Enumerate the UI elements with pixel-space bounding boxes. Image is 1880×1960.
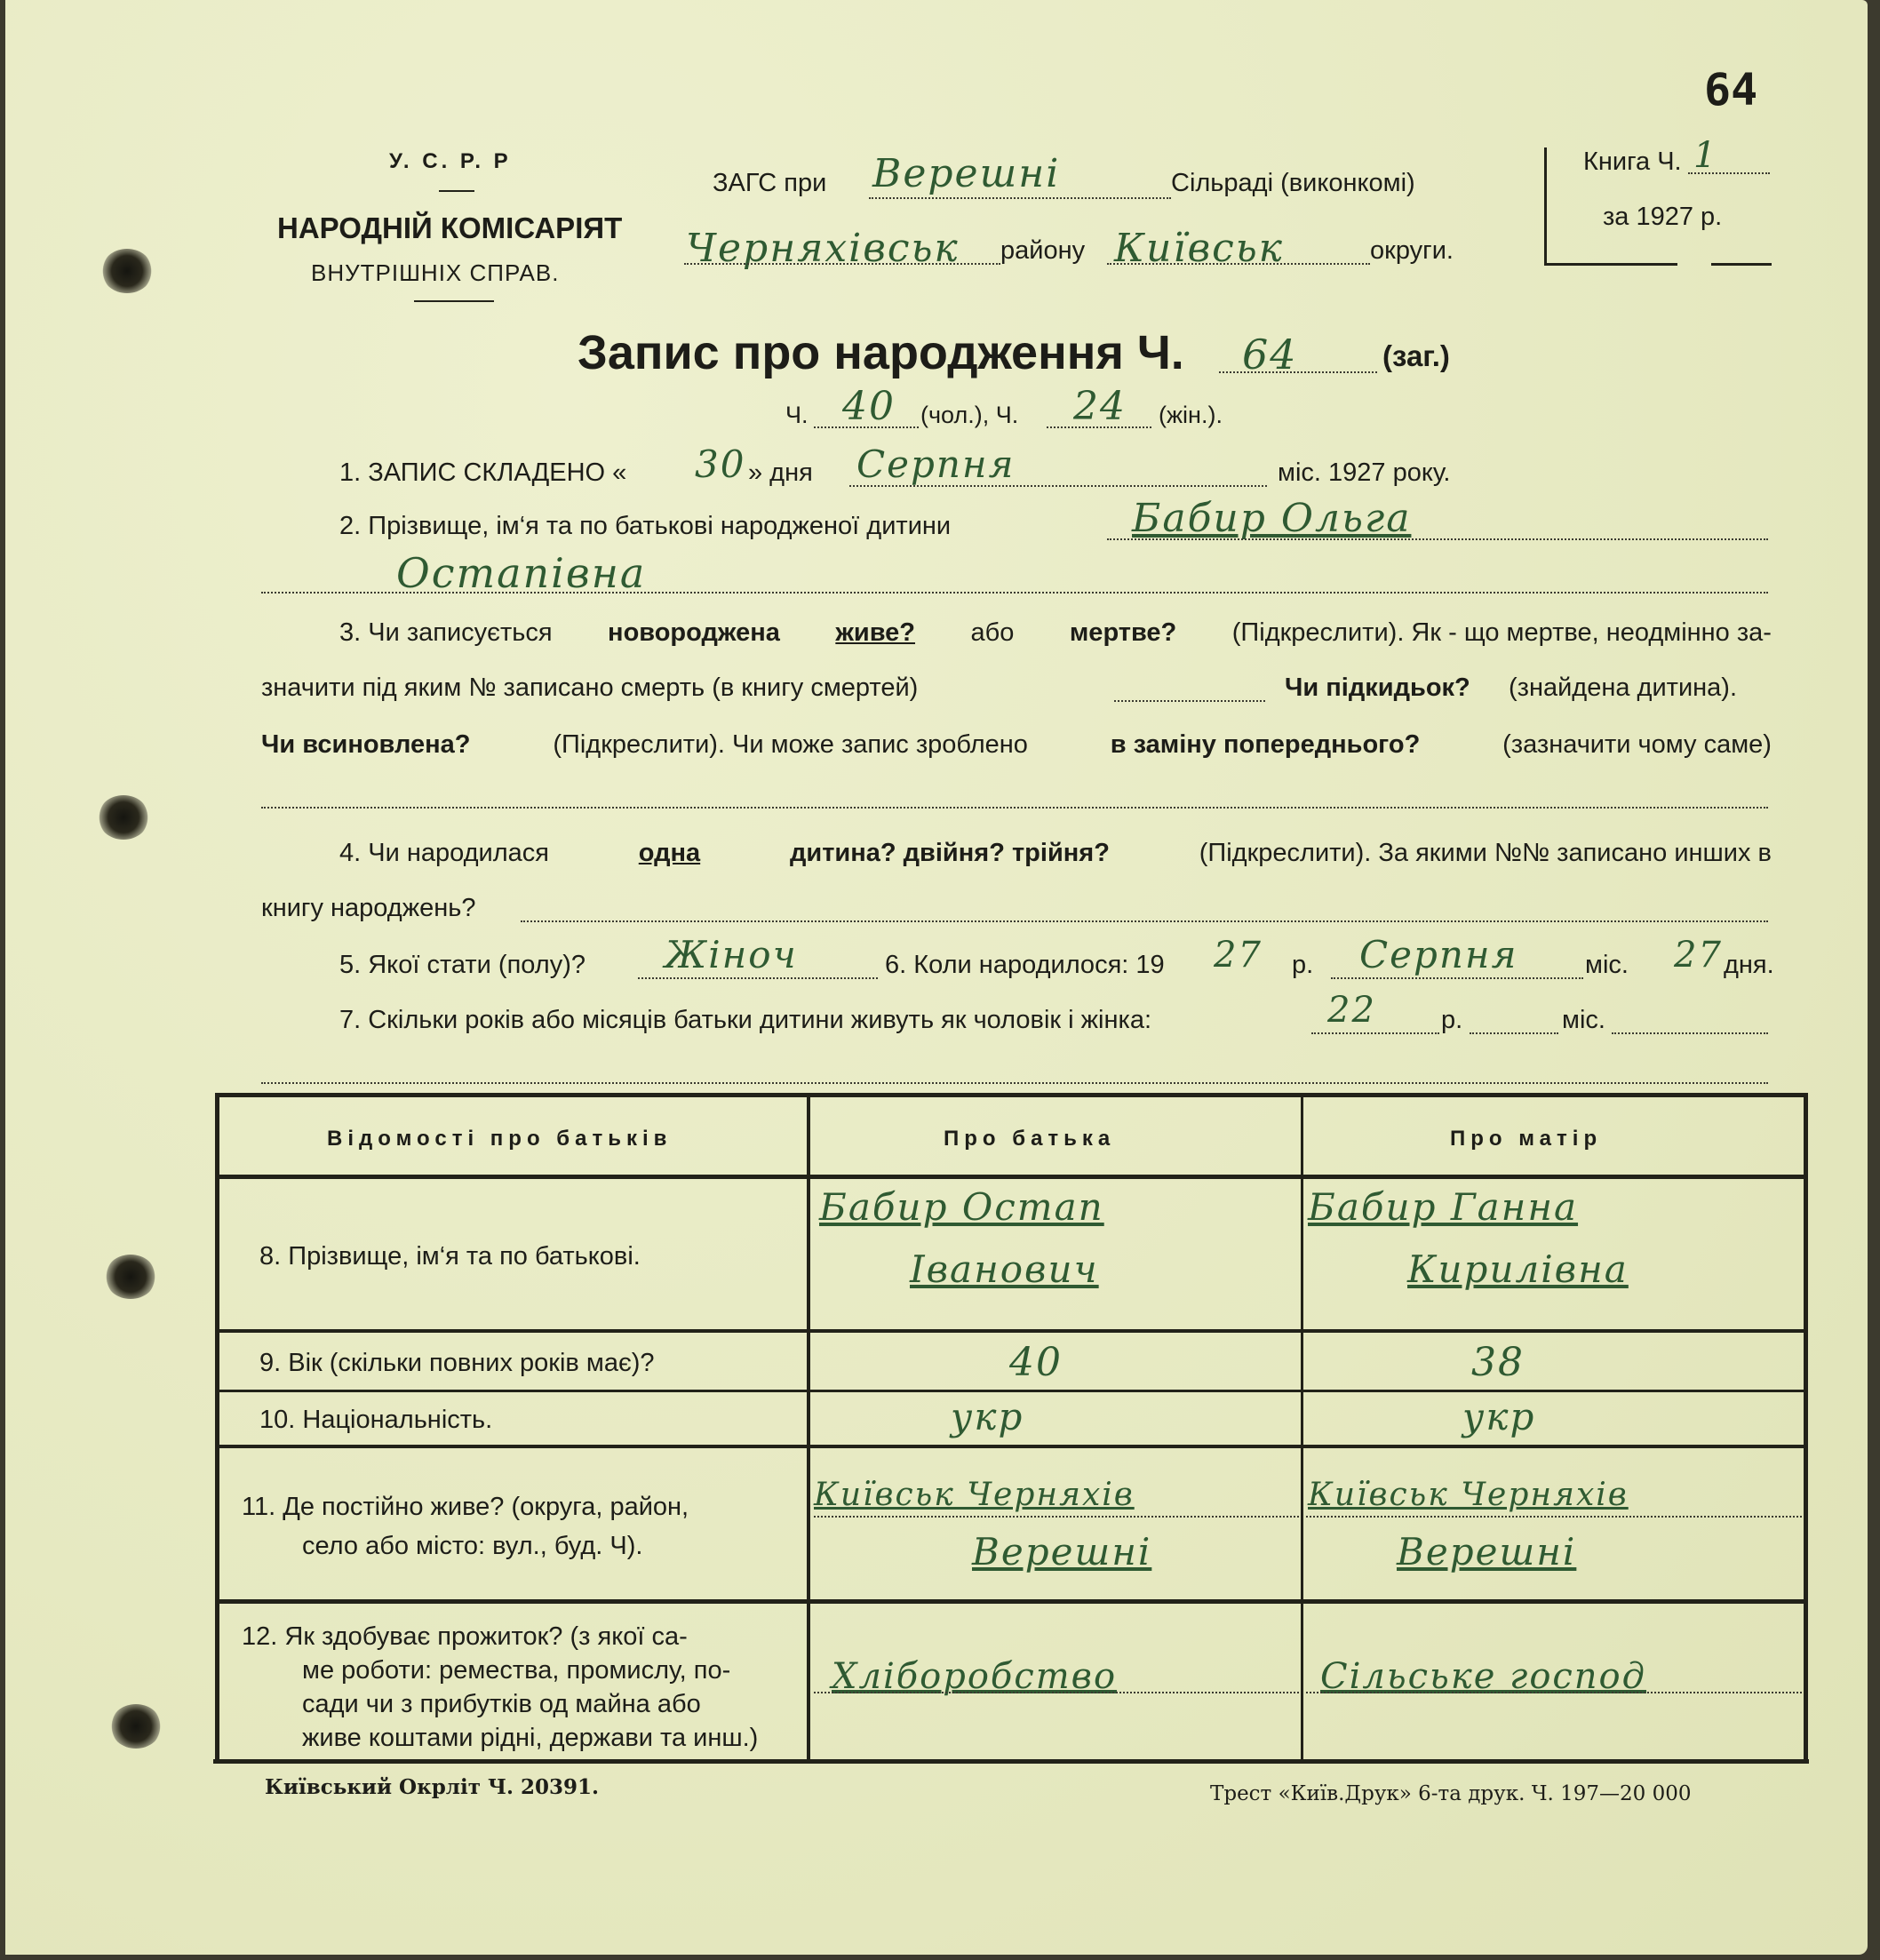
item3-text: (Підкреслити). Чи може запис зроблено — [553, 730, 1028, 759]
father-patronymic-handwritten: Іванович — [910, 1247, 1099, 1291]
table-row-divider — [217, 1390, 1805, 1392]
mother-patronymic-handwritten: Кирилівна — [1407, 1247, 1629, 1291]
zags-district-label: району — [1000, 236, 1086, 265]
item1-month-handwritten: Серпня — [856, 442, 1016, 486]
item5-label: 5. Якої стати (полу)? — [339, 951, 586, 979]
item3-text: 3. Чи записується — [339, 618, 553, 647]
book-number-handwritten: 1 — [1693, 135, 1718, 176]
zags-okrug-handwritten: Київськ — [1114, 226, 1284, 271]
item1-prefix: 1. ЗАПИС СКЛАДЕНО « — [339, 458, 627, 487]
table-row-divider — [217, 1329, 1805, 1333]
item6-day-handwritten: 27 — [1674, 935, 1723, 976]
mother-age-handwritten: 38 — [1471, 1340, 1525, 1385]
book-year: за 1927 р. — [1603, 203, 1723, 231]
table-row-label: село або місто: вул., буд. Ч). — [302, 1532, 643, 1560]
item1-suffix: міс. 1927 року. — [1278, 458, 1451, 487]
table-row-label: 8. Прізвище, ім‘я та по батькові. — [259, 1242, 641, 1271]
item3-dead: мертве? — [1069, 618, 1177, 647]
item1-day-handwritten: 30 — [695, 442, 746, 486]
mother-residence-handwritten: Київськ Черняхів — [1308, 1477, 1629, 1513]
record-ch-label: Ч. — [785, 402, 809, 428]
dotted-line — [261, 592, 1768, 594]
item6-mis: міс. — [1585, 951, 1629, 979]
item7-label: 7. Скільки років або місяців батьки дитини живуть як чоловік і жінка: — [339, 1006, 1152, 1034]
item7-mis: міс. — [1562, 1006, 1605, 1034]
item2-text: 2. Прізвище, ім‘я та по батькові народженої дитини — [339, 512, 952, 540]
footer-left: Київський Окрліт Ч. 20391. — [265, 1775, 600, 1799]
table-border-bottom — [213, 1759, 1809, 1764]
book-box-left — [1544, 147, 1547, 265]
zags-village-handwritten: Верешні — [872, 151, 1061, 196]
table-border-left — [215, 1093, 219, 1763]
table-row-label: ме роботи: ремества, промислу, по- — [302, 1656, 731, 1685]
table-row-divider — [217, 1175, 1805, 1179]
dotted-line — [1688, 172, 1770, 174]
record-title: Запис про народження Ч. — [578, 326, 1184, 379]
mother-name-handwritten: Бабир Ганна — [1308, 1185, 1579, 1229]
zags-prefix: ЗАГС при — [713, 169, 827, 197]
item6-r: р. — [1292, 951, 1314, 979]
record-male-number-handwritten: 40 — [842, 384, 896, 429]
punch-hole — [105, 1255, 156, 1299]
table-row-label: 12. Як здобуває прожиток? (з якої са- — [242, 1622, 688, 1651]
dotted-line — [521, 920, 1768, 922]
dotted-line — [1311, 1032, 1439, 1034]
table-header-info: Відомості про батьків — [327, 1127, 673, 1151]
item3-text: (Підкреслити). Як - що мертве, неодмінно за- — [1231, 618, 1772, 647]
father-occupation-handwritten: Хліборобство — [832, 1656, 1118, 1697]
item6-month-handwritten: Серпня — [1359, 933, 1518, 976]
item6-year-handwritten: 27 — [1214, 935, 1263, 976]
table-row-label: 11. Де постійно живе? (округа, район, — [242, 1493, 689, 1521]
table-row-label: живе коштами рідні, держави та инш.) — [302, 1724, 759, 1752]
table-row-label: 9. Вік (скільки повних років має)? — [259, 1349, 655, 1377]
dotted-line — [869, 197, 1171, 199]
table-header-father: Про батька — [944, 1127, 1116, 1151]
item4-text: 4. Чи народилася — [339, 839, 549, 867]
dotted-line — [1219, 371, 1377, 373]
item2-patronymic-handwritten: Остапівна — [396, 549, 647, 597]
item6-dnya: дня. — [1724, 951, 1774, 979]
page-number: 64 — [1704, 64, 1758, 116]
item3-alive: живе? — [835, 618, 916, 647]
item4-options: дитина? двійня? трійня? — [789, 839, 1110, 867]
item3-foundling: Чи підкидьок? — [1285, 673, 1470, 702]
item6-label: 6. Коли народилося: 19 — [885, 951, 1165, 979]
divider — [439, 190, 474, 192]
item4-one: одна — [638, 839, 701, 867]
mother-nationality-handwritten: укр — [1462, 1395, 1536, 1438]
punch-hole — [98, 795, 149, 840]
item3-or: або — [970, 618, 1015, 647]
dotted-line — [814, 1692, 1299, 1693]
father-village-handwritten: Верешні — [972, 1530, 1152, 1574]
table-col-divider — [1301, 1096, 1303, 1761]
zags-suffix: Сільраді (виконкомі) — [1171, 169, 1415, 197]
dotted-line — [849, 485, 1267, 487]
item3-text: (зазначити чому саме) — [1502, 730, 1772, 759]
item4-line1 — [339, 839, 1772, 868]
father-name-handwritten: Бабир Остап — [819, 1185, 1104, 1229]
punch-hole — [110, 1704, 162, 1749]
dotted-line — [1306, 1516, 1802, 1518]
item2-name-handwritten: Бабир Ольга — [1132, 496, 1412, 541]
dotted-line — [1114, 700, 1265, 702]
table-col-divider — [807, 1096, 810, 1761]
table-header-mother: Про матір — [1450, 1127, 1603, 1151]
zags-okrug-label: округи. — [1370, 236, 1454, 265]
father-residence-handwritten: Київськ Черняхів — [814, 1477, 1135, 1513]
zags-district-handwritten: Черняхівськ — [686, 226, 960, 271]
item5-sex-handwritten: Жіноч — [665, 933, 798, 976]
dotted-line — [1331, 977, 1583, 979]
item7-r: р. — [1441, 1006, 1463, 1034]
table-border-right — [1804, 1093, 1808, 1763]
dotted-line — [638, 977, 878, 979]
item4-text: (Підкреслити). За якими №№ записано инших в — [1199, 839, 1772, 867]
item3-found-child: (знайдена дитина). — [1509, 673, 1738, 702]
dotted-line — [684, 263, 1000, 265]
dotted-line — [1047, 426, 1151, 428]
item3-line1 — [339, 618, 1772, 648]
dotted-line — [261, 807, 1768, 809]
dotted-line — [1612, 1032, 1768, 1034]
document-sheet — [5, 0, 1868, 1955]
item3-line3 — [261, 730, 1772, 760]
item3-replacement: в заміну попереднього? — [1110, 730, 1421, 759]
mother-occupation-handwritten: Сільське господ — [1320, 1656, 1646, 1697]
dotted-line — [1306, 1692, 1802, 1693]
dotted-line — [1470, 1032, 1558, 1034]
dotted-line — [1107, 538, 1768, 540]
footer-right: Трест «Київ.Друк» 6-та друк. Ч. 197—20 000 — [1210, 1782, 1692, 1805]
book-label: Книга Ч. — [1583, 147, 1682, 176]
punch-hole — [101, 249, 153, 293]
ministry-country: У. С. Р. Р — [389, 149, 512, 173]
mother-village-handwritten: Верешні — [1397, 1530, 1577, 1574]
book-box-bottom — [1544, 263, 1677, 266]
table-row-divider — [217, 1599, 1805, 1604]
table-border-top — [215, 1093, 1807, 1097]
item3-newborn: новороджена — [608, 618, 780, 647]
ministry-sub: ВНУТРІШНІХ СПРАВ. — [311, 259, 560, 286]
dotted-line — [261, 1082, 1768, 1084]
item4-line2: книгу народжень? — [261, 894, 476, 922]
record-title-suffix: (заг.) — [1382, 339, 1450, 372]
item7-years-handwritten: 22 — [1327, 990, 1376, 1031]
table-row-divider — [217, 1445, 1805, 1448]
record-male-label: (чол.), Ч. — [920, 402, 1019, 428]
table-row-label: сади чи з прибутків од майна або — [302, 1690, 701, 1718]
record-female-number-handwritten: 24 — [1073, 384, 1127, 429]
dotted-line — [814, 426, 919, 428]
record-number-handwritten: 64 — [1242, 331, 1298, 378]
record-female-label: (жін.). — [1159, 402, 1223, 428]
dotted-line — [1107, 263, 1370, 265]
father-nationality-handwritten: укр — [951, 1395, 1024, 1438]
divider — [414, 300, 494, 302]
table-row-label: 10. Національність. — [259, 1406, 493, 1434]
item3-line2a: значити під яким № записано смерть (в книгу смертей) — [261, 673, 919, 702]
ministry-name: НАРОДНІЙ КОМІСАРІЯТ — [277, 211, 623, 244]
dotted-line — [814, 1516, 1299, 1518]
item1-mid: » дня — [748, 458, 813, 487]
father-age-handwritten: 40 — [1009, 1340, 1063, 1385]
book-box-bottom-right — [1711, 263, 1772, 266]
item3-adopted: Чи всиновлена? — [261, 730, 471, 759]
